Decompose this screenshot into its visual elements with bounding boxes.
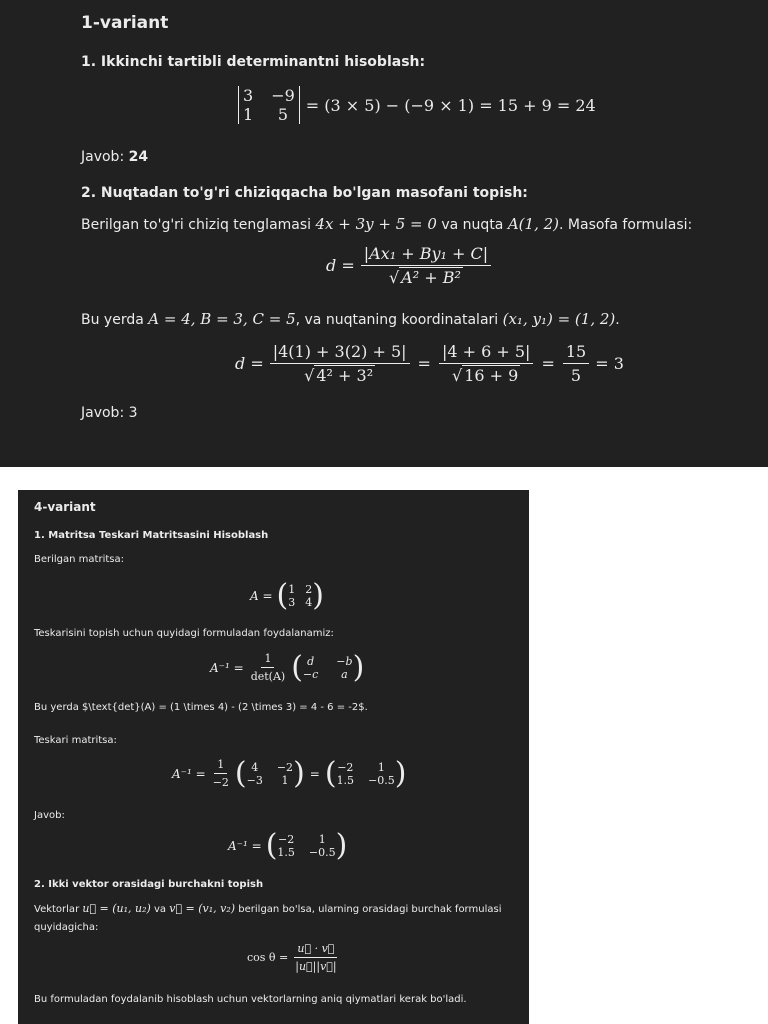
params-text: . bbox=[615, 312, 620, 328]
line-equation: 4x + 3y + 5 = 0 bbox=[315, 215, 437, 233]
matrix-cell: −0.5 bbox=[308, 845, 336, 859]
calc-numerator-1: |4(1) + 3(2) + 5| bbox=[270, 342, 410, 364]
intro-text: Berilgan to'g'ri chiziq tenglamasi bbox=[81, 217, 316, 233]
equals-sign: = bbox=[309, 766, 320, 781]
matrix-cell: 3 bbox=[243, 86, 254, 105]
matrix-cell: 3 bbox=[288, 595, 296, 609]
matrix-cell: 1 bbox=[281, 773, 289, 787]
formula-intro: Teskarisini topish uchun quyidagi formuladan foydalanamiz: bbox=[34, 628, 334, 639]
vector-text-part: Vektorlar bbox=[34, 904, 83, 915]
formula-lhs: d = bbox=[326, 256, 355, 275]
calc-radicand-1: 4² + 3² bbox=[316, 366, 374, 385]
matrix-cell: −b bbox=[336, 654, 353, 668]
answer-label: Javob: bbox=[81, 405, 125, 421]
distance-formula bbox=[326, 244, 491, 287]
params-math: A = 4, B = 3, C = 5 bbox=[148, 310, 296, 328]
answer-label: Javob: bbox=[81, 149, 125, 165]
inverse-frac-den: −2 bbox=[212, 776, 229, 789]
variant-4-title: 4-variant bbox=[34, 500, 96, 514]
answer-value: 24 bbox=[128, 149, 149, 165]
vector-text-part: va bbox=[150, 904, 170, 915]
matrix-cell: −2 bbox=[337, 760, 354, 774]
variant-4-panel bbox=[18, 490, 529, 1024]
determinant-expression: = (3 × 5) − (−9 × 1) = 15 + 9 = 24 bbox=[305, 95, 596, 115]
matrix-cell: 1 bbox=[377, 760, 385, 774]
formula-frac-den: det(A) bbox=[250, 670, 286, 683]
matrix-cell: 1 bbox=[318, 832, 326, 846]
formula-numerator: |Ax₁ + By₁ + C| bbox=[361, 244, 491, 266]
matrix-cell: 5 bbox=[277, 105, 289, 124]
task-1-heading: 1. Ikkinchi tartibli determinantni hisoblash: bbox=[81, 54, 426, 70]
inverse-computation: A⁻¹ = $\frac{1}{-2}$ ( 4 −2 −3 1 ) = ( −2 1 1.5 −0.5 ) bbox=[172, 756, 407, 791]
params-text: , va nuqtaning koordinatalari bbox=[295, 312, 503, 328]
intro-text: va nuqta bbox=[436, 217, 508, 233]
calc-radicand-2: 16 + 9 bbox=[464, 366, 519, 385]
matrix-cell: 2 bbox=[305, 582, 313, 596]
point-a: A(1, 2) bbox=[507, 215, 560, 233]
distance-calculation bbox=[235, 342, 624, 385]
formula-lhs: A⁻¹ = bbox=[210, 660, 244, 675]
determinant-matrix bbox=[238, 86, 300, 124]
given-label: Berilgan matritsa: bbox=[34, 554, 124, 565]
cos-lhs: cos θ = bbox=[247, 951, 289, 964]
task-2-intro bbox=[81, 215, 692, 233]
task-2-heading: 2. Nuqtadan to'g'ri chiziqqacha bo'lgan masofani topish: bbox=[81, 185, 528, 201]
task-2-params bbox=[81, 310, 620, 328]
params-text: Bu yerda bbox=[81, 312, 149, 328]
equals-sign: = bbox=[541, 354, 555, 373]
footer-text: Bu formuladan foydalanib hisoblash uchun vektorlarning aniq qiymatlari kerak bo'ladi. bbox=[34, 994, 467, 1005]
answer-matrix-equation: A⁻¹ = ( −2 1 1.5 −0.5 ) bbox=[228, 828, 348, 863]
matrix-lhs: A = bbox=[250, 588, 273, 603]
matrix-cell: −9 bbox=[271, 86, 295, 105]
matrix-cell: 1.5 bbox=[277, 845, 295, 859]
inverse-lhs: A⁻¹ = bbox=[172, 766, 206, 781]
v4-task-2-heading: 2. Ikki vektor orasidagi burchakni topish bbox=[34, 879, 264, 890]
matrix-cell: −2 bbox=[276, 760, 294, 774]
calc-denominator-1: √ 4² + 3² bbox=[304, 366, 374, 385]
matrix-cell: −0.5 bbox=[368, 773, 395, 787]
matrix-cell: 1 bbox=[243, 105, 254, 124]
det-text: Bu yerda $\text{det}(A) = (1 \times 4) - (2 \times 3) = 4 - 6 = -2$. bbox=[34, 702, 368, 713]
calc-numerator-2: |4 + 6 + 5| bbox=[439, 342, 533, 364]
calc-denominator-3: 5 bbox=[570, 366, 582, 385]
cos-denominator: |u⃗||v⃗| bbox=[295, 960, 337, 973]
task-2-answer bbox=[81, 405, 138, 421]
v4-answer-label: Javob: bbox=[34, 810, 65, 821]
formula-denominator: √ A² + B² bbox=[388, 268, 461, 287]
calc-denominator-2: √ 16 + 9 bbox=[452, 366, 519, 385]
inverse-formula: A⁻¹ = $\frac{1}{\det(A)}$ ( d −b −c a ) bbox=[210, 650, 365, 685]
matrix-cell: −c bbox=[302, 667, 319, 681]
matrix-cell: 4 bbox=[305, 595, 313, 609]
equals-sign: = bbox=[417, 354, 431, 373]
matrix-cell: −2 bbox=[278, 832, 295, 846]
formula-frac-num: 1 bbox=[261, 652, 274, 668]
matrix-cell: d bbox=[307, 654, 315, 668]
inverse-label: Teskari matritsa: bbox=[34, 735, 117, 746]
determinant-equation bbox=[238, 86, 596, 124]
matrix-cell: 4 bbox=[251, 760, 259, 774]
vector-text-part: berilgan bo'lsa, ularning orasidagi burchak formulasi bbox=[235, 904, 502, 915]
calc-numerator-3: 15 bbox=[563, 342, 589, 364]
calc-result: = 3 bbox=[595, 354, 624, 373]
vector-u: u⃗ = (u₁, u₂) bbox=[82, 902, 151, 915]
cos-numerator: u⃗ · v⃗ bbox=[294, 942, 337, 958]
params-coords: (x₁, y₁) = (1, 2) bbox=[502, 310, 616, 328]
answer-value: 3 bbox=[128, 405, 138, 421]
matrix-cell: −3 bbox=[246, 773, 263, 787]
matrix-cell: 1.5 bbox=[336, 773, 355, 787]
task-1-answer bbox=[81, 149, 148, 165]
formula-radicand: A² + B² bbox=[401, 268, 461, 287]
variant-1-title: 1-variant bbox=[81, 13, 169, 33]
vector-text bbox=[34, 902, 501, 915]
cos-formula bbox=[247, 942, 340, 973]
variant-1-panel bbox=[0, 0, 768, 467]
inverse-frac-num: 1 bbox=[214, 758, 227, 774]
calc-lhs: d = bbox=[235, 354, 264, 373]
matrix-cell: a bbox=[341, 667, 348, 681]
v4-task-1-heading: 1. Matritsa Teskari Matritsasini Hisoblash bbox=[34, 530, 269, 541]
answer-lhs: A⁻¹ = bbox=[228, 838, 262, 853]
vector-v: v⃗ = (v₁, v₂) bbox=[169, 902, 236, 915]
matrix-cell: 1 bbox=[288, 582, 296, 596]
given-matrix-equation: A = ( 1 2 3 4 ) bbox=[250, 578, 324, 613]
intro-text: . Masofa formulasi: bbox=[559, 217, 693, 233]
vector-text-line-2: quyidagicha: bbox=[34, 922, 99, 933]
